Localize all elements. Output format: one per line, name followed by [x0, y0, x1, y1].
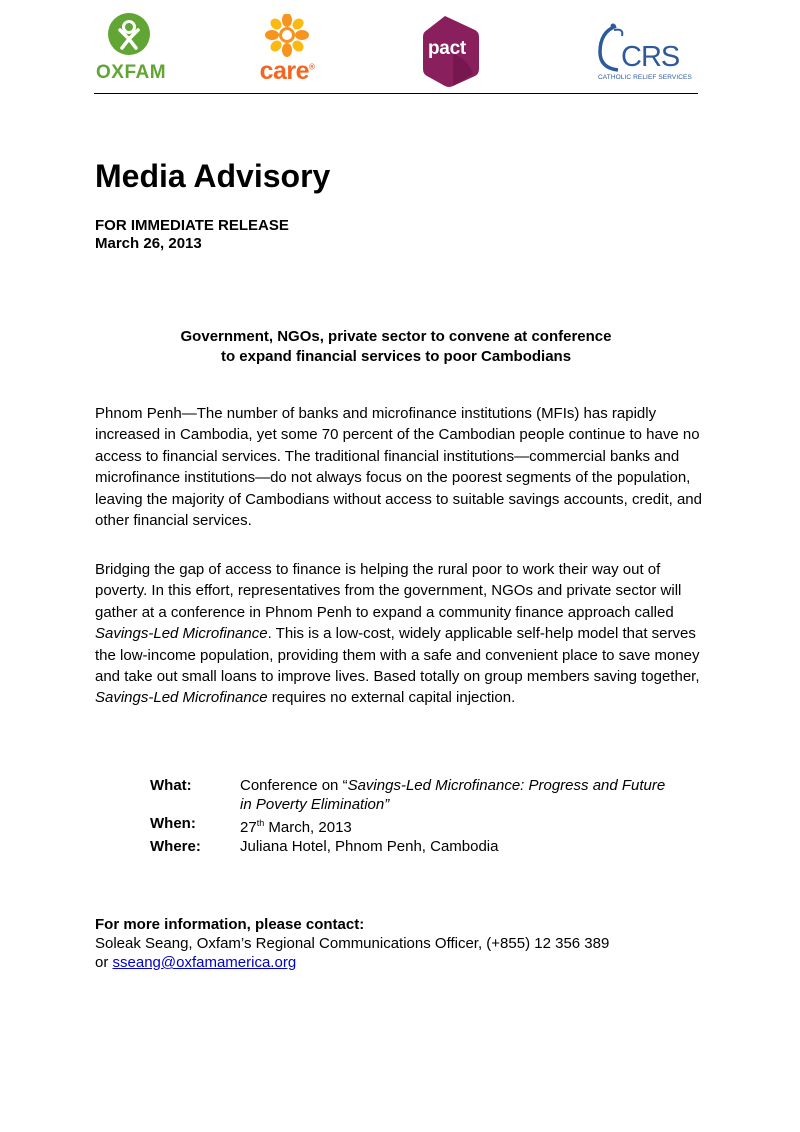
crs-logo [596, 22, 692, 84]
email-link[interactable]: sseang@oxfamamerica.org [112, 954, 297, 971]
headline-line-1: Government, NGOs, private sector to convene at conference [180, 328, 612, 345]
crs-wordmark: CRS [621, 41, 680, 73]
pact-logo [423, 14, 481, 88]
what-label: What: [150, 777, 192, 794]
detail-row-where [150, 837, 670, 856]
partner-logos [0, 0, 800, 95]
headline-line-2: to expand financial services to poor Cambodians [220, 348, 572, 365]
release-notice: FOR IMMEDIATE RELEASE [95, 217, 289, 234]
release-date: March 26, 2013 [95, 235, 202, 252]
program-name: Savings-Led Microfinance [95, 689, 268, 707]
event-details [150, 776, 670, 856]
header-divider [94, 93, 698, 94]
body-paragraph-2: Bridging the gap of access to finance is helping the rural poor to work their way out of poverty. In this effort, representatives from the government, NGOs and private sector will gather at a conference in Phnom Penh to expand a community finance approach called Savings-Led Microfinance. This is a low-cost, widely applicable self-help model that serves the low-income population, providing them with a safe and convenient place to save money and take out small loans to improve lives. Based totally on group members saving together, Savings-Led Microfinance requires no external capital injection. [95, 561, 700, 707]
pact-wordmark: pact [428, 38, 466, 59]
crs-subtitle: CATHOLIC RELIEF SERVICES [598, 74, 692, 81]
when-label: When: [150, 815, 196, 832]
contact-email-line: or sseang@oxfamamerica.org [95, 954, 297, 971]
where-value: Juliana Hotel, Phnom Penh, Cambodia [240, 838, 499, 855]
oxfam-figure-icon [96, 12, 162, 62]
program-name: Savings-Led Microfinance [95, 625, 268, 643]
headline [95, 327, 697, 367]
document-title: Media Advisory [95, 158, 331, 194]
where-label: Where: [150, 838, 201, 855]
detail-row-what [150, 776, 670, 814]
release-info [95, 217, 289, 253]
body-paragraph-1: Phnom Penh—The number of banks and microfinance institutions (MFIs) has rapidly increased in Cambodia, yet some 70 percent of the Cambodian people continue to have no access to financial services. The traditional financial institutions—commercial banks and microfinance institutions—do not always focus on the poorest segments of the population, leaving the majority of Cambodians without access to suitable savings accounts, credit, and other financial services. [95, 405, 702, 530]
detail-row-when [150, 814, 670, 837]
what-value: Conference on “Savings-Led Microfinance: Progress and Future in Poverty Elimination” [240, 777, 666, 813]
care-hands-icon [255, 14, 319, 58]
contact-heading: For more information, please contact: [95, 916, 365, 933]
care-logo [255, 14, 319, 86]
contact-line: Soleak Seang, Oxfam’s Regional Communications Officer, (+855) 12 356 389 [95, 935, 610, 952]
oxfam-wordmark: OXFAM [96, 62, 167, 83]
when-value: 27th March, 2013 [240, 818, 352, 836]
contact-info [95, 915, 609, 972]
care-wordmark: care® [259, 57, 315, 85]
oxfam-logo [96, 12, 167, 86]
